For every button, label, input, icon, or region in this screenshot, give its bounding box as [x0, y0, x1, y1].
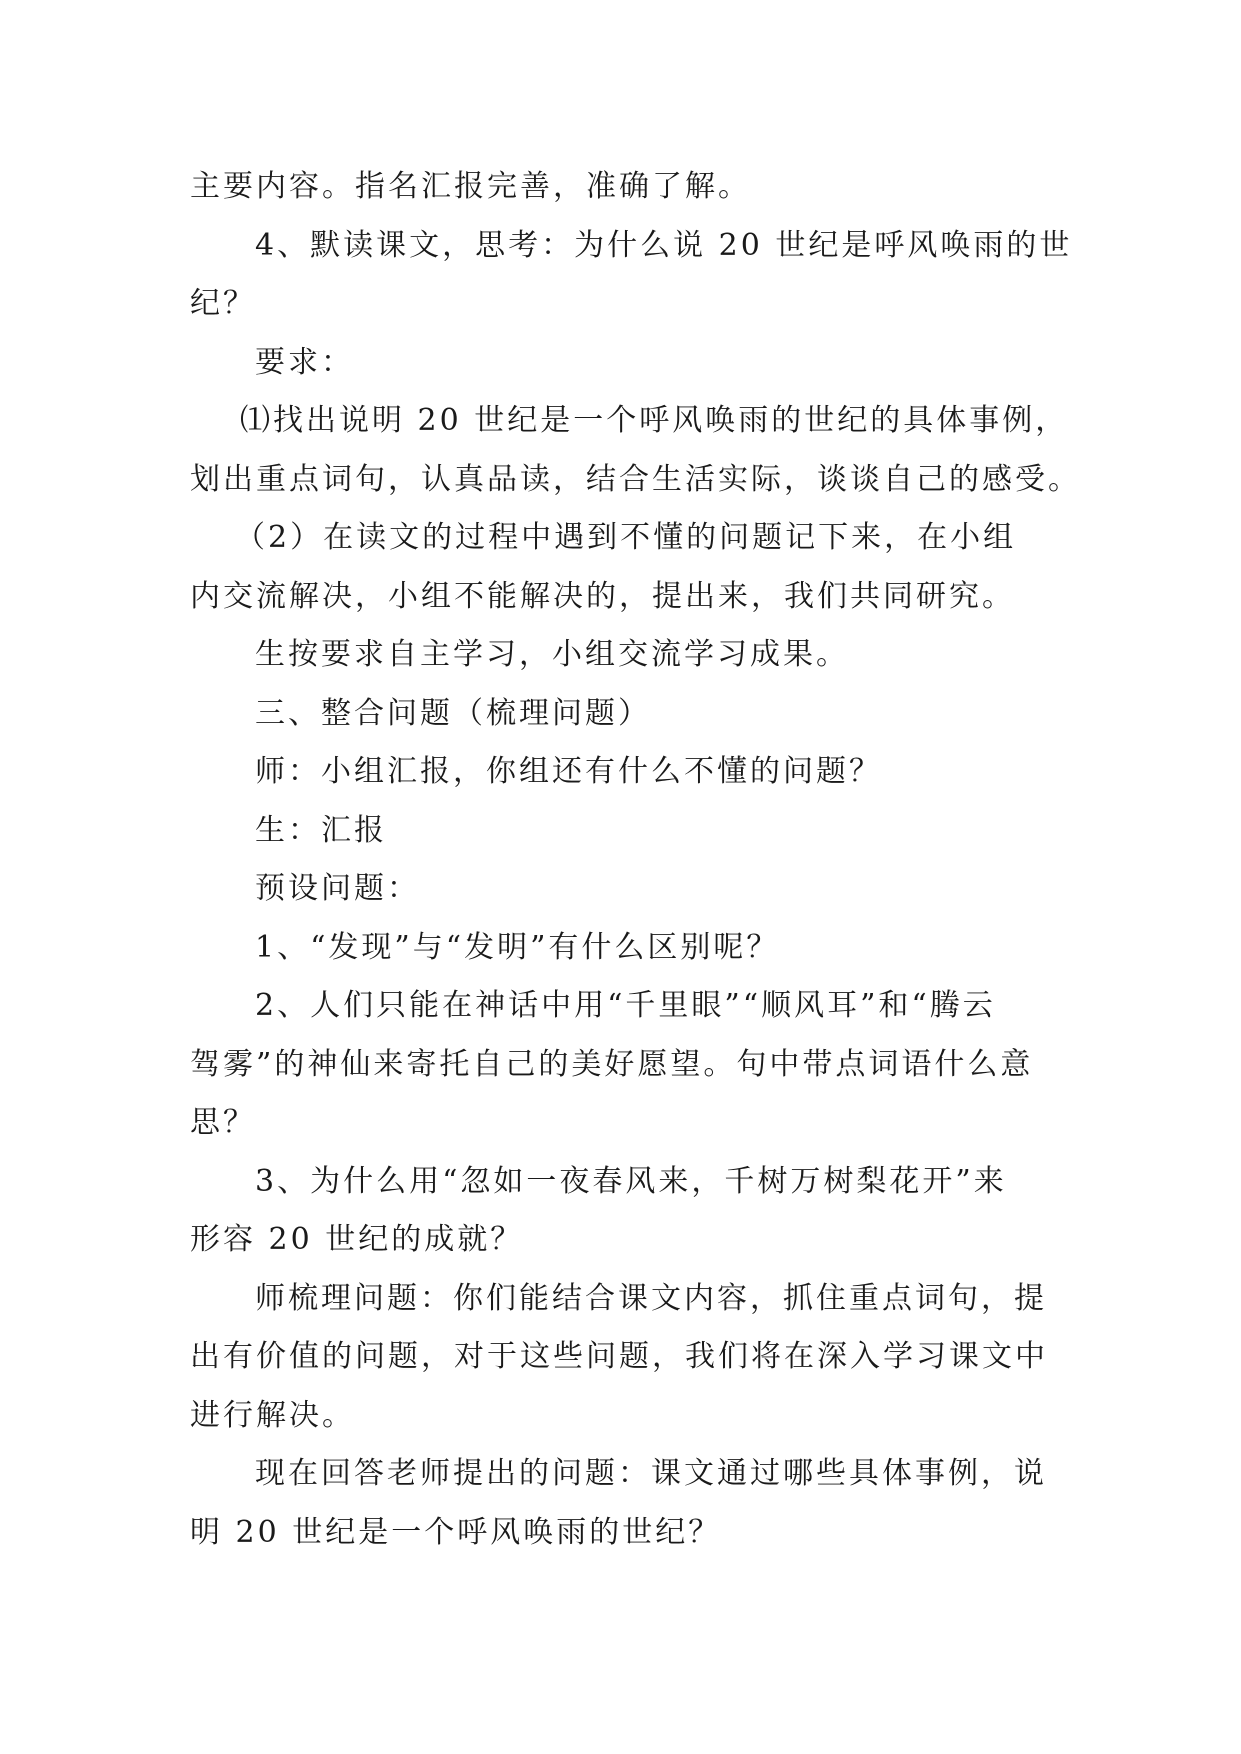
text-line: ⑴找出说明 20 世纪是一个呼风唤雨的世纪的具体事例，: [240, 403, 1069, 438]
text-line: 2、人们只能在神话中用“千里眼”“顺风耳”和“腾云: [255, 988, 996, 1023]
text-line: 要求：: [255, 344, 354, 380]
text-line: 驾雾”的神仙来寄托自己的美好愿望。句中带点词语什么意: [190, 1046, 1034, 1082]
text-line: 三、整合问题（梳理问题）: [255, 695, 651, 731]
text-line: 纪？: [190, 286, 256, 321]
text-line: 划出重点词句，认真品读，结合生活实际，谈谈自己的感受。: [190, 461, 1081, 497]
text-line: 师：小组汇报，你组还有什么不懂的问题？: [255, 754, 882, 789]
text-line: 生按要求自主学习，小组交流学习成果。: [255, 637, 849, 672]
text-line: 1、“发现”与“发明”有什么区别呢？: [255, 929, 780, 965]
text-line: 思？: [190, 1105, 256, 1140]
text-line: 出有价值的问题，对于这些问题，我们将在深入学习课文中: [190, 1339, 1048, 1374]
text-line: 进行解决。: [190, 1397, 355, 1433]
text-line: 明 20 世纪是一个呼风唤雨的世纪？: [190, 1514, 722, 1550]
text-line: 内交流解决，小组不能解决的，提出来，我们共同研究。: [190, 578, 1015, 614]
text-line: 4、默读课文，思考：为什么说 20 世纪是呼风唤雨的世: [255, 227, 1073, 263]
text-line: 现在回答老师提出的问题：课文通过哪些具体事例，说: [255, 1456, 1047, 1491]
text-line: （2）在读文的过程中遇到不懂的问题记下来，在小组: [235, 520, 1017, 555]
text-line: 师梳理问题：你们能结合课文内容，抓住重点词句，提: [255, 1280, 1047, 1316]
text-line: 形容 20 世纪的成就？: [190, 1222, 524, 1257]
document-body: [190, 158, 1081, 1562]
text-line: 3、为什么用“忽如一夜春风来，千树万树梨花开”来: [255, 1163, 1007, 1199]
text-line: 生：汇报: [255, 812, 387, 848]
text-line: 主要内容。指名汇报完善，准确了解。: [190, 169, 751, 204]
text-line: 预设问题：: [255, 871, 420, 906]
